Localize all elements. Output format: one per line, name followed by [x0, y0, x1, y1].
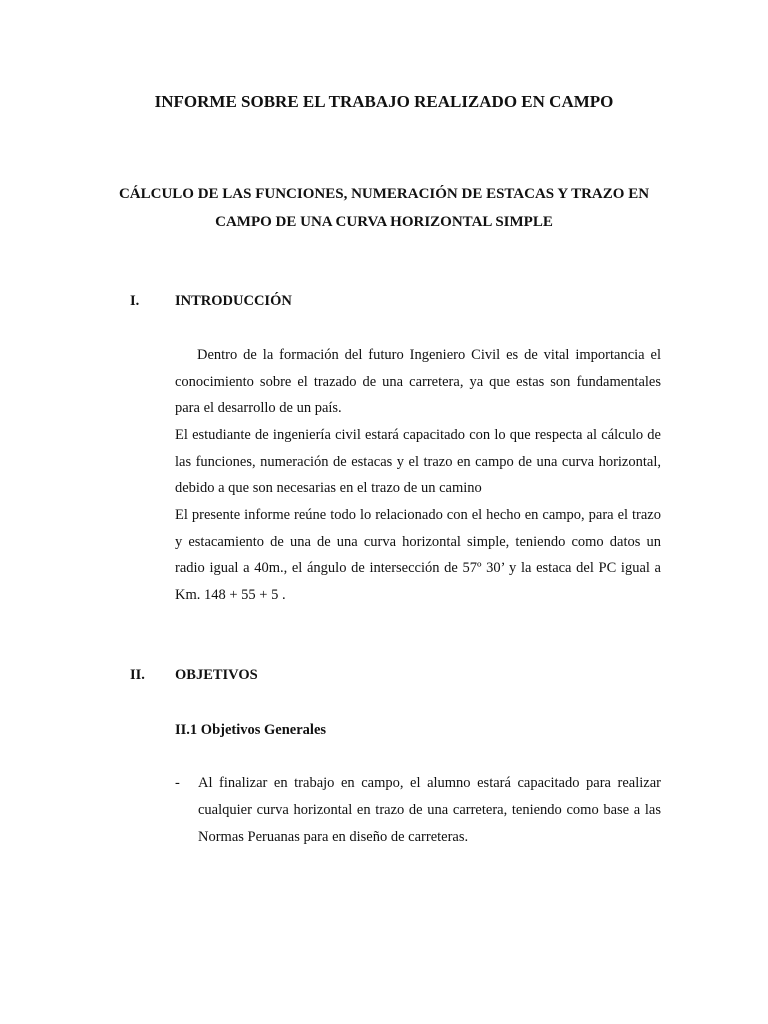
section-number: I.	[130, 293, 140, 309]
subsection-heading: II.1 Objetivos Generales	[175, 722, 327, 738]
intro-paragraph-1	[175, 342, 661, 422]
document-subtitle: CÁLCULO DE LAS FUNCIONES, NUMERACIÓN DE ESTACAS Y TRAZO EN CAMPO DE UNA CURVA HORIZONTAL SIMPLE	[118, 186, 650, 230]
bullet-text: Al finalizar en trabajo en campo, el alumno estará capacitado para realizar cualquier curva horizontal en trazo de una carretera, teniendo como base a las Normas Peruanas para en diseño de carreteras.	[198, 775, 661, 845]
bullet-marker: -	[175, 775, 180, 791]
section-title: OBJETIVOS	[175, 667, 258, 683]
intro-paragraph-2	[175, 422, 661, 502]
paragraph-text: Dentro de la formación del futuro Ingeniero Civil es de vital importancia el conocimiento sobre el trazado de una carretera, ya que estas son fundamentales para el desarrollo de un país.	[175, 347, 661, 417]
section-heading-introduccion	[0, 290, 768, 312]
paragraph-text: El estudiante de ingeniería civil estará capacitado con lo que respecta al cálculo de las funciones, numeración de estacas y el trazo en campo de una curva horizontal, debido a que son necesarias en el trazo de un camino	[175, 427, 661, 497]
paragraph-text: El presente informe reúne todo lo relacionado con el hecho en campo, para el trazo y estacamiento de una de una curva horizontal simple, teniendo como datos un radio igual a 40m., el ángulo de intersección de 57º 30’ y la estaca del PC igual a Km. 148 + 55 + 5 .	[175, 507, 661, 604]
intro-paragraph-3	[175, 502, 661, 609]
section-title: INTRODUCCIÓN	[175, 293, 292, 309]
section-number: II.	[130, 667, 145, 683]
section-heading-objetivos	[0, 664, 768, 686]
document-title: INFORME SOBRE EL TRABAJO REALIZADO EN CAMPO	[154, 92, 614, 111]
